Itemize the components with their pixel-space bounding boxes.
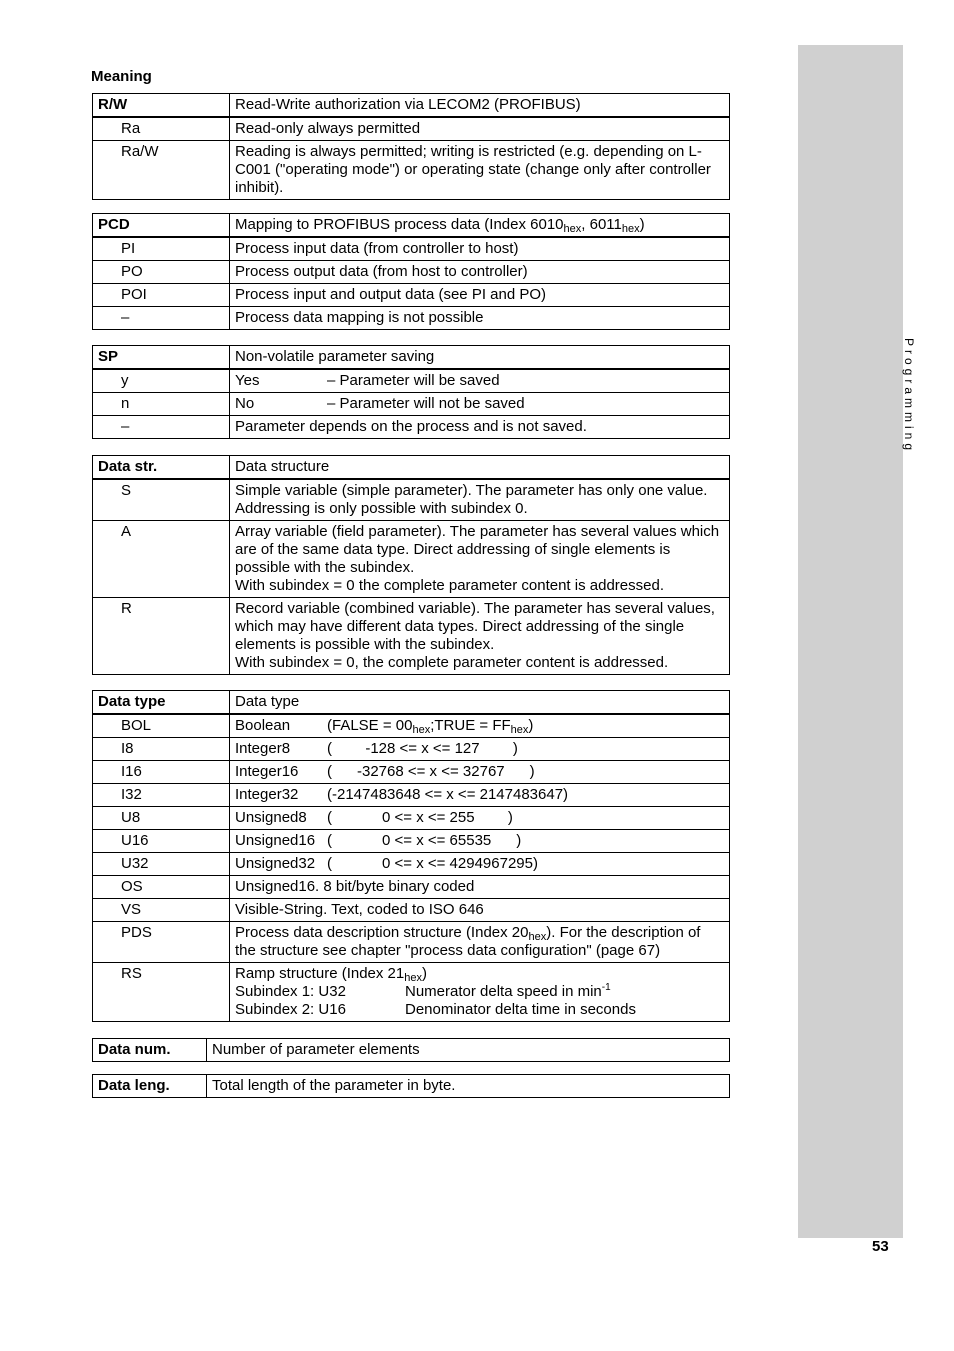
param-desc: Unsigned8 ( 0 <= x <= 255 ) (230, 807, 730, 830)
table-row (93, 284, 730, 307)
datastr-table (92, 455, 730, 675)
table-row (93, 853, 730, 876)
table-row (93, 307, 730, 330)
param-key: OS (93, 876, 230, 899)
param-key: Data leng. (93, 1075, 207, 1098)
param-desc: Total length of the parameter in byte. (207, 1075, 730, 1098)
param-desc: Visible-String. Text, coded to ISO 646 (230, 899, 730, 922)
param-key: VS (93, 899, 230, 922)
table-row (93, 738, 730, 761)
param-desc: Read-Write authorization via LECOM2 (PROFIBUS) (230, 94, 730, 118)
param-desc: No – Parameter will not be saved (230, 393, 730, 416)
param-key: y (93, 369, 230, 393)
datatype-table (92, 690, 730, 1022)
param-desc: Data type (230, 691, 730, 715)
table-row (93, 807, 730, 830)
table-row (93, 521, 730, 598)
param-desc: Number of parameter elements (207, 1039, 730, 1062)
param-key: – (93, 416, 230, 439)
param-desc: Integer8 ( -128 <= x <= 127 ) (230, 738, 730, 761)
param-key: I16 (93, 761, 230, 784)
param-desc: Simple variable (simple parameter). The parameter has only one value. Addressing is only possible with subindex 0. (230, 479, 730, 521)
param-key: SP (93, 346, 230, 370)
rw-table (92, 93, 730, 200)
table-row (93, 1075, 730, 1098)
param-key: PCD (93, 214, 230, 238)
param-key: PO (93, 261, 230, 284)
sp-table (92, 345, 730, 439)
table-row (93, 416, 730, 439)
param-desc: Integer32 (-2147483648 <= x <= 2147483647) (230, 784, 730, 807)
param-key: U32 (93, 853, 230, 876)
param-key: – (93, 307, 230, 330)
table-row (93, 876, 730, 899)
param-desc: Yes – Parameter will be saved (230, 369, 730, 393)
table-row (93, 214, 730, 238)
param-key: I8 (93, 738, 230, 761)
param-key: PDS (93, 922, 230, 963)
side-panel (798, 45, 903, 1238)
param-key: R/W (93, 94, 230, 118)
param-key: U8 (93, 807, 230, 830)
param-key: I32 (93, 784, 230, 807)
param-desc: Process data description structure (Index $20_{hex}$). For the description of the structure see chapter "process data configuration" (page 67) (230, 922, 730, 963)
table-row (93, 784, 730, 807)
param-key: Data type (93, 691, 230, 715)
param-key: Ra/W (93, 141, 230, 200)
page-number: 53 (872, 1238, 889, 1255)
table-row (93, 598, 730, 675)
table-row (93, 369, 730, 393)
param-desc: Array variable (field parameter). The parameter has several values which are of the same data type. Direct addressing of single elements is possible with the subindex. With subindex = 0 the complete parameter content is addressed. (230, 521, 730, 598)
table-row (93, 922, 730, 963)
table-row (93, 346, 730, 370)
table-row (93, 479, 730, 521)
param-key: Data str. (93, 456, 230, 480)
dataleng-table (92, 1074, 730, 1098)
param-desc: Data structure (230, 456, 730, 480)
param-desc: Reading is always permitted; writing is restricted (e.g. depending on L-C001 ("operating mode") or operating state (change only after controller inhibit). (230, 141, 730, 200)
table-row (93, 141, 730, 200)
param-key: U16 (93, 830, 230, 853)
param-desc: Read-only always permitted (230, 117, 730, 141)
param-key: PI (93, 237, 230, 261)
param-desc: Process output data (from host to controller) (230, 261, 730, 284)
param-desc: Process data mapping is not possible (230, 307, 730, 330)
param-desc: Mapping to PROFIBUS process data (Index $6010_{hex}$, $6011_{hex}$) (230, 214, 730, 238)
param-key: RS (93, 963, 230, 1022)
param-key: S (93, 479, 230, 521)
table-row (93, 117, 730, 141)
table-row (93, 714, 730, 738)
param-key: BOL (93, 714, 230, 738)
page-heading: Meaning (91, 68, 152, 85)
table-row (93, 456, 730, 480)
table-row (93, 94, 730, 118)
param-desc: Unsigned32 ( 0 <= x <= 4294967295) (230, 853, 730, 876)
pcd-table (92, 213, 730, 330)
param-desc: Integer16 ( -32768 <= x <= 32767 ) (230, 761, 730, 784)
table-row (93, 963, 730, 1022)
param-desc: Unsigned16 ( 0 <= x <= 65535 ) (230, 830, 730, 853)
param-key: Data num. (93, 1039, 207, 1062)
table-row (93, 261, 730, 284)
param-desc: Process input and output data (see PI and PO) (230, 284, 730, 307)
param-desc: Record variable (combined variable). The parameter has several values, which may have different data types. Direct addressing of the single elements is possible with the subindex. With subindex = 0, the complete parameter content is addressed. (230, 598, 730, 675)
param-desc: Ramp structure (Index $21_{hex}$) Subindex 1: U32 Numerator delta speed in $\min^{-1}$ Subindex 2: U16 Denominator delta time in seconds (230, 963, 730, 1022)
table-row (93, 691, 730, 715)
param-key: POI (93, 284, 230, 307)
datanum-table (92, 1038, 730, 1062)
section-label: Programming (902, 338, 916, 455)
param-desc: Boolean (FALSE = $00_{hex};TRUE = FF_{hex}$) (230, 714, 730, 738)
param-desc: Process input data (from controller to host) (230, 237, 730, 261)
param-key: R (93, 598, 230, 675)
table-row (93, 899, 730, 922)
param-desc: Parameter depends on the process and is not saved. (230, 416, 730, 439)
table-row (93, 237, 730, 261)
table-row (93, 830, 730, 853)
param-key: Ra (93, 117, 230, 141)
table-row (93, 393, 730, 416)
param-key: n (93, 393, 230, 416)
table-row (93, 1039, 730, 1062)
param-desc: Unsigned16. 8 bit/byte binary coded (230, 876, 730, 899)
param-desc: Non-volatile parameter saving (230, 346, 730, 370)
param-key: A (93, 521, 230, 598)
table-row (93, 761, 730, 784)
